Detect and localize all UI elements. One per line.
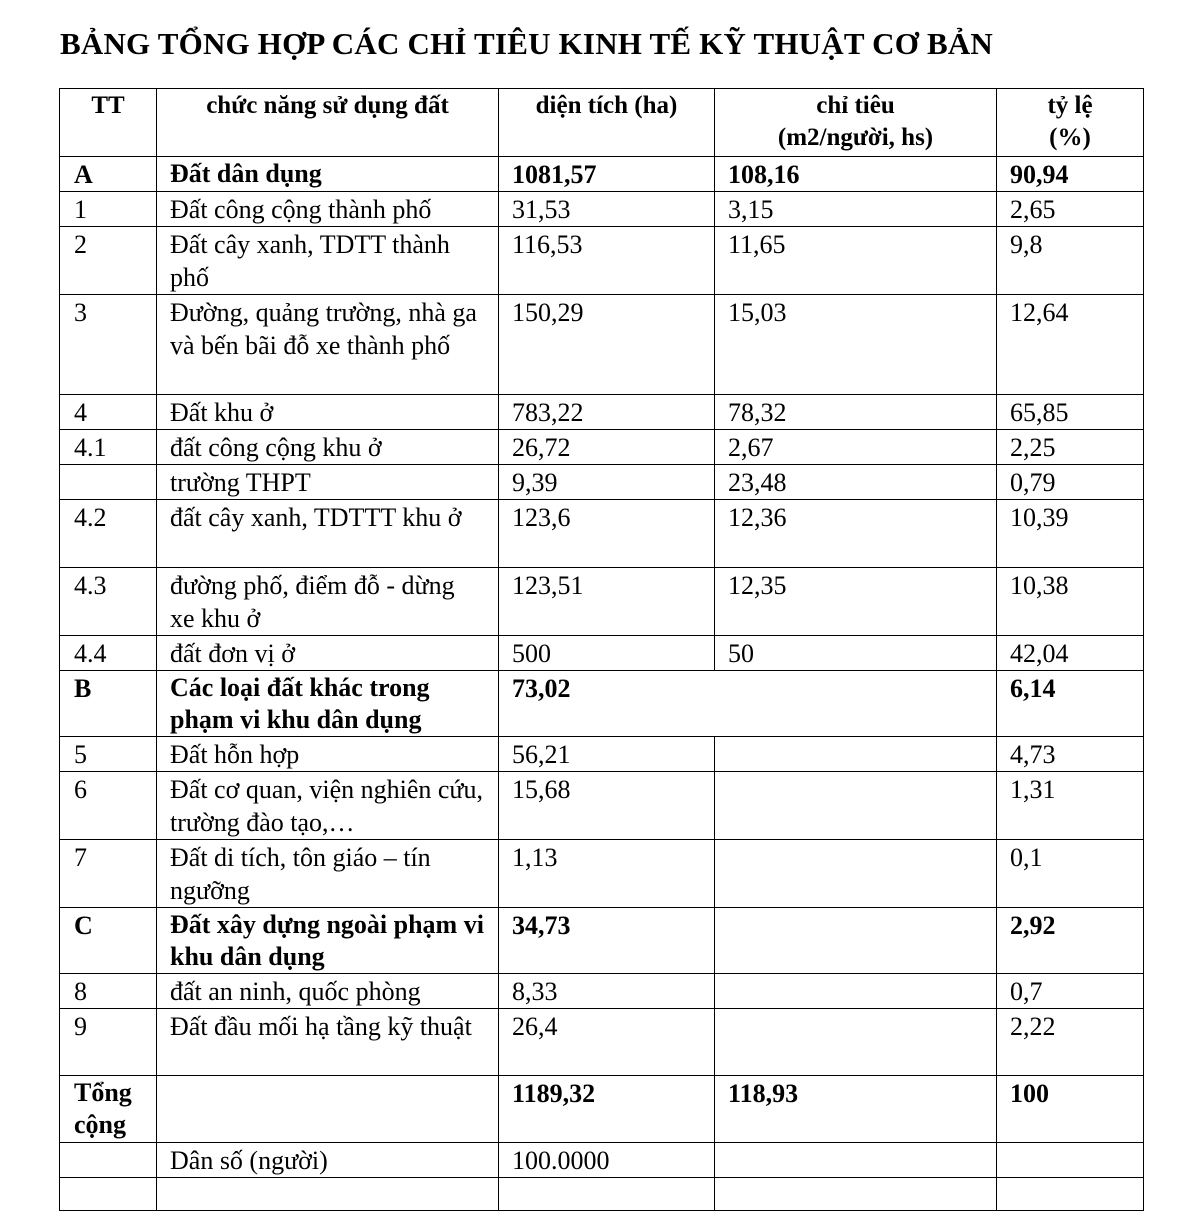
cell-area — [499, 1178, 715, 1211]
cell-ratio: 9,8 — [997, 227, 1144, 295]
table-header-row — [60, 89, 1144, 157]
table-row — [60, 568, 1144, 636]
table-row — [60, 430, 1144, 465]
cell-function: Đất cây xanh, TDTT thành phố — [157, 227, 499, 295]
table-row — [60, 395, 1144, 430]
cell-tt: 4 — [60, 395, 157, 430]
cell-function: Đất đầu mối hạ tầng kỹ thuật — [157, 1009, 499, 1076]
cell-area: 9,39 — [499, 465, 715, 500]
cell-tt: 4.2 — [60, 500, 157, 568]
cell-indicator: 78,32 — [715, 395, 997, 430]
cell-function: Đường, quảng trường, nhà ga và bến bãi đỗ xe thành phố — [157, 295, 499, 395]
cell-area: 8,33 — [499, 974, 715, 1009]
cell-area: 100.0000 — [499, 1143, 715, 1178]
cell-area: 500 — [499, 636, 715, 671]
cell-tt: 7 — [60, 840, 157, 908]
cell-indicator: 118,93 — [715, 1076, 997, 1143]
cell-ratio: 100 — [997, 1076, 1144, 1143]
cell-ratio: 90,94 — [997, 157, 1144, 192]
table-row — [60, 772, 1144, 840]
cell-ratio: 12,64 — [997, 295, 1144, 395]
cell-indicator — [715, 1143, 997, 1178]
cell-tt: 4.1 — [60, 430, 157, 465]
cell-indicator: 3,15 — [715, 192, 997, 227]
cell-indicator: 12,35 — [715, 568, 997, 636]
table-row — [60, 1009, 1144, 1076]
table-row — [60, 636, 1144, 671]
cell-area: 26,72 — [499, 430, 715, 465]
cell-indicator: 23,48 — [715, 465, 997, 500]
cell-area: 73,02 — [499, 671, 997, 737]
cell-tt: 4.3 — [60, 568, 157, 636]
table-row — [60, 465, 1144, 500]
cell-function: đất đơn vị ở — [157, 636, 499, 671]
cell-tt: 4.4 — [60, 636, 157, 671]
cell-area: 1081,57 — [499, 157, 715, 192]
cell-ratio: 2,25 — [997, 430, 1144, 465]
table-row — [60, 192, 1144, 227]
cell-tt: 2 — [60, 227, 157, 295]
header-tt: TT — [60, 89, 157, 157]
cell-tt: 8 — [60, 974, 157, 1009]
cell-area: 56,21 — [499, 737, 715, 772]
cell-ratio: 0,7 — [997, 974, 1144, 1009]
cell-function: Đất khu ở — [157, 395, 499, 430]
cell-function: Đất dân dụng — [157, 157, 499, 192]
cell-tt: 1 — [60, 192, 157, 227]
cell-area: 15,68 — [499, 772, 715, 840]
cell-ratio: 0,1 — [997, 840, 1144, 908]
cell-ratio: 1,31 — [997, 772, 1144, 840]
cell-function: Đất cơ quan, viện nghiên cứu, trường đào tạo,… — [157, 772, 499, 840]
table-row — [60, 157, 1144, 192]
cell-area: 1,13 — [499, 840, 715, 908]
cell-tt: 3 — [60, 295, 157, 395]
table-row — [60, 840, 1144, 908]
cell-area: 26,4 — [499, 1009, 715, 1076]
cell-area: 123,6 — [499, 500, 715, 568]
table-row — [60, 1143, 1144, 1178]
cell-function: đất công cộng khu ở — [157, 430, 499, 465]
cell-ratio — [997, 1143, 1144, 1178]
cell-ratio — [997, 1178, 1144, 1211]
cell-function: đất cây xanh, TDTTT khu ở — [157, 500, 499, 568]
cell-tt: 9 — [60, 1009, 157, 1076]
cell-ratio: 2,22 — [997, 1009, 1144, 1076]
cell-function — [157, 1178, 499, 1211]
cell-function: đất an ninh, quốc phòng — [157, 974, 499, 1009]
cell-area: 123,51 — [499, 568, 715, 636]
cell-tt — [60, 1178, 157, 1211]
cell-indicator — [715, 737, 997, 772]
cell-tt — [60, 1143, 157, 1178]
cell-function: Đất di tích, tôn giáo – tín ngưỡng — [157, 840, 499, 908]
cell-function: trường THPT — [157, 465, 499, 500]
cell-indicator — [715, 1178, 997, 1211]
cell-indicator: 15,03 — [715, 295, 997, 395]
cell-indicator: 2,67 — [715, 430, 997, 465]
indicator-table — [59, 88, 1144, 1211]
header-ratio: tỷ lệ (%) — [997, 89, 1144, 157]
cell-area: 1189,32 — [499, 1076, 715, 1143]
table-row — [60, 1178, 1144, 1211]
header-indicator: chỉ tiêu (m2/người, hs) — [715, 89, 997, 157]
cell-tt: 5 — [60, 737, 157, 772]
cell-ratio: 6,14 — [997, 671, 1144, 737]
table-row — [60, 227, 1144, 295]
cell-indicator: 50 — [715, 636, 997, 671]
cell-ratio: 10,39 — [997, 500, 1144, 568]
cell-tt: Tổng cộng — [60, 1076, 157, 1143]
cell-ratio: 2,65 — [997, 192, 1144, 227]
cell-area: 34,73 — [499, 908, 715, 974]
cell-function: đường phố, điểm đỗ - dừng xe khu ở — [157, 568, 499, 636]
table-row — [60, 908, 1144, 974]
cell-area: 116,53 — [499, 227, 715, 295]
cell-tt: A — [60, 157, 157, 192]
cell-ratio: 4,73 — [997, 737, 1144, 772]
cell-tt: C — [60, 908, 157, 974]
header-area: diện tích (ha) — [499, 89, 715, 157]
page-title: BẢNG TỔNG HỢP CÁC CHỈ TIÊU KINH TẾ KỸ THUẬT CƠ BẢN — [60, 26, 994, 61]
header-function: chức năng sử dụng đất — [157, 89, 499, 157]
table-row — [60, 295, 1144, 395]
cell-ratio: 65,85 — [997, 395, 1144, 430]
cell-ratio: 0,79 — [997, 465, 1144, 500]
cell-tt: 6 — [60, 772, 157, 840]
cell-ratio: 42,04 — [997, 636, 1144, 671]
cell-function: Đất hỗn hợp — [157, 737, 499, 772]
cell-function: Đất xây dựng ngoài phạm vi khu dân dụng — [157, 908, 499, 974]
cell-indicator — [715, 974, 997, 1009]
cell-area: 31,53 — [499, 192, 715, 227]
table-row — [60, 974, 1144, 1009]
cell-indicator: 12,36 — [715, 500, 997, 568]
table-row — [60, 671, 1144, 737]
cell-area: 150,29 — [499, 295, 715, 395]
cell-ratio: 2,92 — [997, 908, 1144, 974]
table-row — [60, 500, 1144, 568]
cell-indicator — [715, 1009, 997, 1076]
cell-function: Đất công cộng thành phố — [157, 192, 499, 227]
cell-tt: B — [60, 671, 157, 737]
cell-indicator — [715, 908, 997, 974]
cell-ratio: 10,38 — [997, 568, 1144, 636]
cell-area: 783,22 — [499, 395, 715, 430]
cell-function: Các loại đất khác trong phạm vi khu dân dụng — [157, 671, 499, 737]
cell-indicator: 11,65 — [715, 227, 997, 295]
cell-function — [157, 1076, 499, 1143]
cell-indicator — [715, 772, 997, 840]
cell-indicator — [715, 840, 997, 908]
table-row — [60, 737, 1144, 772]
cell-tt — [60, 465, 157, 500]
cell-function: Dân số (người) — [157, 1143, 499, 1178]
table-row-total — [60, 1076, 1144, 1143]
cell-indicator: 108,16 — [715, 157, 997, 192]
